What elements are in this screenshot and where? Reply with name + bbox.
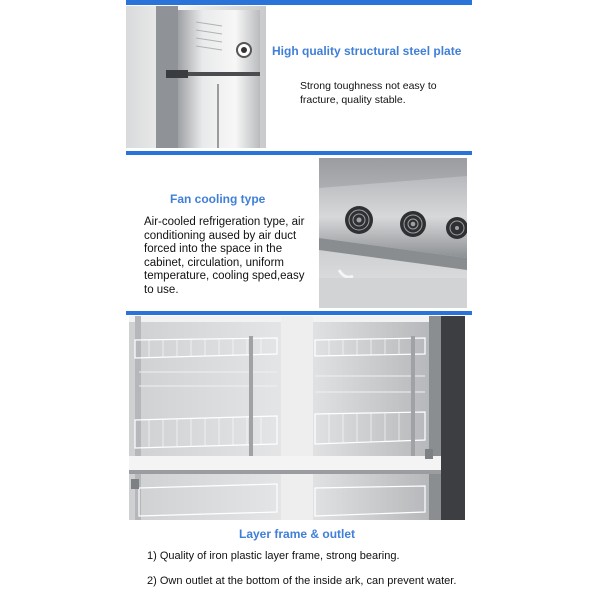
section3-point1: 1) Quality of iron plastic layer frame, strong bearing.	[147, 550, 400, 562]
section2-title: Fan cooling type	[170, 192, 266, 206]
section2-body: Air-cooled refrigeration type, air conditioning aused by air duct forced into the space in the cabinet, circulation, uniform temperature, cooling sped,easy to use.	[144, 216, 305, 296]
section3-point2: 2) Own outlet at the bottom of the inside ark, can prevent water.	[147, 575, 457, 587]
section1-title: High quality structural steel plate	[272, 44, 462, 58]
steel-door-photo	[126, 6, 266, 148]
lower-divider-band	[126, 311, 472, 315]
fan-duct-photo	[319, 158, 467, 308]
fan-unit-2	[400, 211, 426, 237]
fan-unit-3	[446, 217, 467, 239]
middle-divider-band	[126, 151, 472, 155]
top-divider-band	[126, 0, 472, 5]
fan-unit-1	[345, 206, 373, 234]
section3-title: Layer frame & outlet	[239, 527, 356, 541]
shelves-interior-photo	[129, 316, 465, 520]
section1-body: Strong toughness not easy to fracture, quality stable.	[300, 80, 437, 106]
